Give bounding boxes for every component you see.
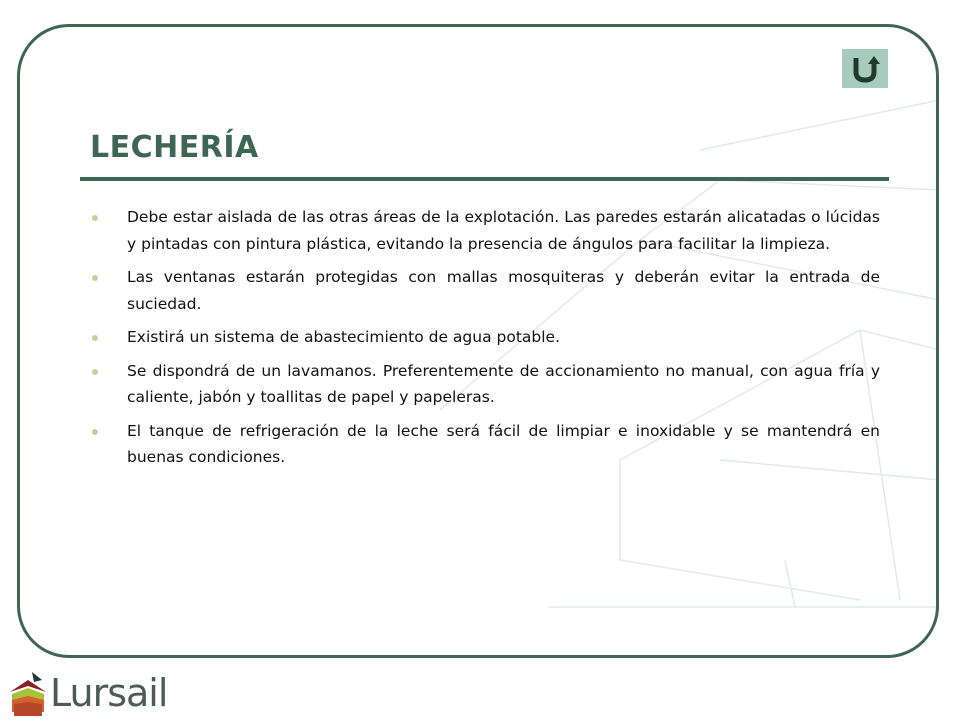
bullet-text: Debe estar aislada de las otras áreas de la explotación. Las paredes estarán alicatadas o lúcidas y pintadas con pintura plástica, evitando la presencia de ángulos para facilitar la limpieza.: [127, 208, 880, 253]
title-underline: [80, 177, 889, 181]
back-button[interactable]: [842, 49, 888, 88]
bullet-dot-icon: [92, 215, 98, 221]
bullet-list: [90, 204, 880, 478]
logo-mark-icon: [8, 670, 52, 718]
list-item: [90, 324, 880, 351]
logo-text: Lursail: [50, 671, 168, 715]
list-item: [90, 358, 880, 411]
bullet-dot-icon: [92, 369, 98, 375]
bullet-text: Se dispondrá de un lavamanos. Preferentemente de accionamiento no manual, con agua fría y caliente, jabón y toallitas de papel y papeleras.: [127, 361, 880, 406]
slide-title: LECHERÍA: [90, 130, 259, 165]
list-item: [90, 264, 880, 317]
bullet-text: Las ventanas estarán protegidas con mallas mosquiteras y deberán evitar la entrada de suciedad.: [127, 268, 880, 313]
u-turn-arrow-icon: [850, 54, 880, 84]
lursail-logo: [8, 668, 188, 718]
bullet-dot-icon: [92, 429, 98, 435]
bullet-text: El tanque de refrigeración de la leche será fácil de limpiar e inoxidable y se mantendrá en buenas condiciones.: [127, 421, 880, 466]
list-item: [90, 418, 880, 471]
bullet-dot-icon: [92, 335, 98, 341]
bullet-text: Existirá un sistema de abastecimiento de agua potable.: [127, 328, 561, 346]
list-item: [90, 204, 880, 257]
bullet-dot-icon: [92, 275, 98, 281]
